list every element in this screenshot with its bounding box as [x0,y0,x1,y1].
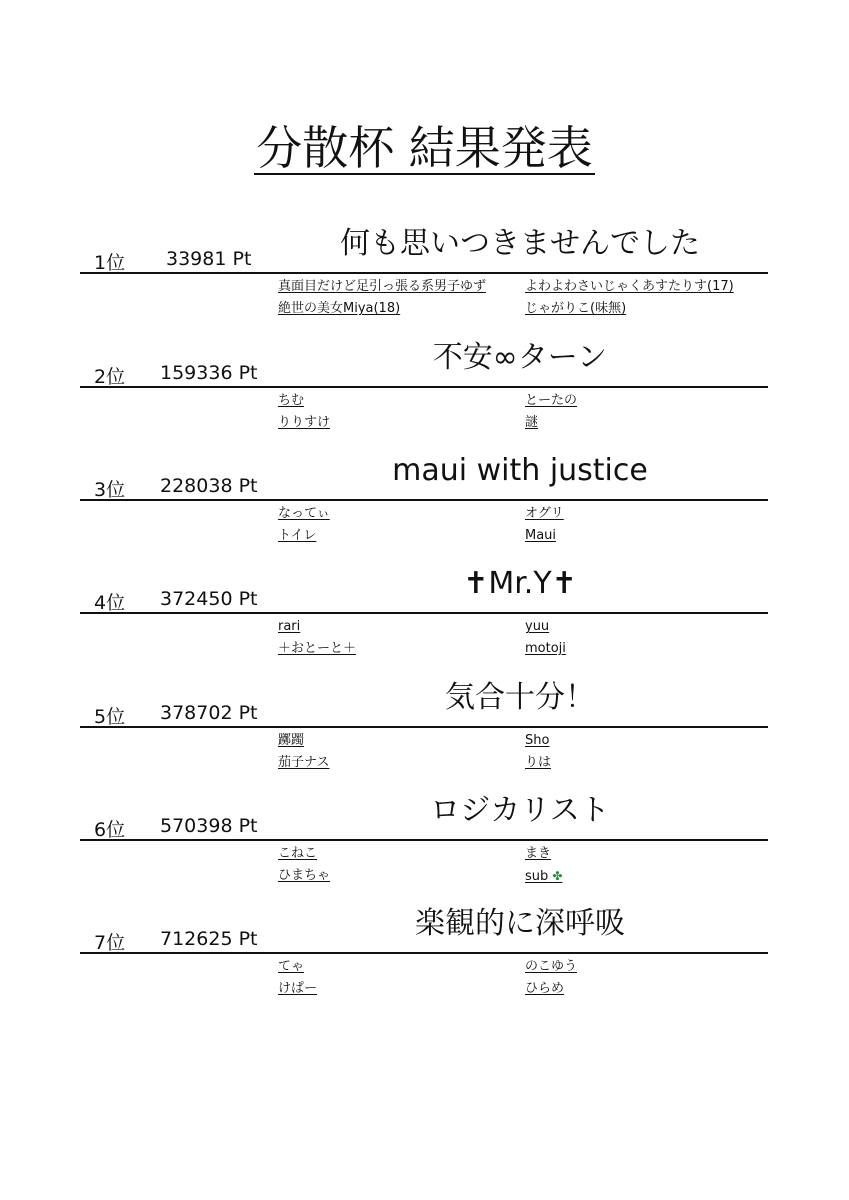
member-name: 躑躅 [278,733,305,748]
divider [80,499,768,501]
member-name: りは [525,755,552,770]
member-name: motoji [525,641,566,656]
divider [80,839,768,841]
divider [80,386,768,388]
points-value: 228038 Pt [160,475,258,497]
member-name: けぱー [278,981,318,996]
rank-label: 6位 [94,819,126,841]
rank-label: 7位 [94,932,126,954]
result-entry-6 [0,793,849,903]
member-name: よわよわさいじゃくあすたりす(17) [525,279,734,294]
member-name: じゃがりこ(味無) [525,301,627,316]
points-value: 378702 Pt [160,702,258,724]
member-name: のこゆう [525,959,578,974]
team-name: 不安∞ターン [432,340,608,375]
member-name: ちむ [278,393,305,408]
member-name: Sho [525,733,550,748]
divider [80,952,768,954]
member-name: 絶世の美女Miya(18) [278,301,401,316]
member-name: 茄子ナス [278,755,330,770]
member-entry [525,868,562,885]
member-name: Maui [525,528,557,543]
points-value: 570398 Pt [160,815,258,837]
member-name: りりすけ [278,415,331,430]
team-name: ロジカリスト [430,793,610,828]
points-value: 712625 Pt [160,928,258,950]
four-leaf-clover-icon: ✤ [552,869,563,883]
team-name: ✝Mr.Y✝ [463,566,577,601]
points-value: 159336 Pt [160,362,258,384]
member-name: ＋おとーと＋ [278,641,357,656]
page-title-text: 分散杯 結果発表 [256,121,593,175]
divider [80,726,768,728]
result-entry-2 [0,340,849,450]
team-name: 気合十分！ [445,680,595,715]
result-entry-1 [0,226,849,336]
rank-label: 4位 [94,592,126,614]
member-name: 謎 [525,415,539,430]
member-name: オグリ [525,506,564,521]
team-name: maui with justice [392,453,648,488]
points-value: 33981 Pt [166,248,252,270]
member-name: yuu [525,619,550,634]
rank-label: 5位 [94,706,126,728]
member-name: sub [525,869,549,884]
member-name: ひまちゃ [278,868,331,883]
rank-label: 2位 [94,366,126,388]
team-name: 何も思いつきませんでした [340,226,700,261]
member-name: まき [525,846,552,861]
member-name: なってぃ [278,506,330,521]
member-name: トイレ [278,528,317,543]
member-name: てゃ [278,959,305,974]
member-name: こねこ [278,846,318,861]
divider [80,272,768,274]
team-name: 楽観的に深呼吸 [415,906,625,941]
member-name: rari [278,619,301,634]
rank-label: 1位 [94,252,126,274]
divider [80,612,768,614]
result-entry-4 [0,566,849,676]
member-name: とーたの [525,393,578,408]
result-entry-3 [0,453,849,563]
result-entry-5 [0,680,849,790]
result-entry-7 [0,906,849,1016]
page-title [0,120,849,176]
member-name: 真面目だけど足引っ張る系男子ゆず [278,279,487,294]
points-value: 372450 Pt [160,588,258,610]
rank-label: 3位 [94,479,126,501]
member-name: ひらめ [525,981,565,996]
